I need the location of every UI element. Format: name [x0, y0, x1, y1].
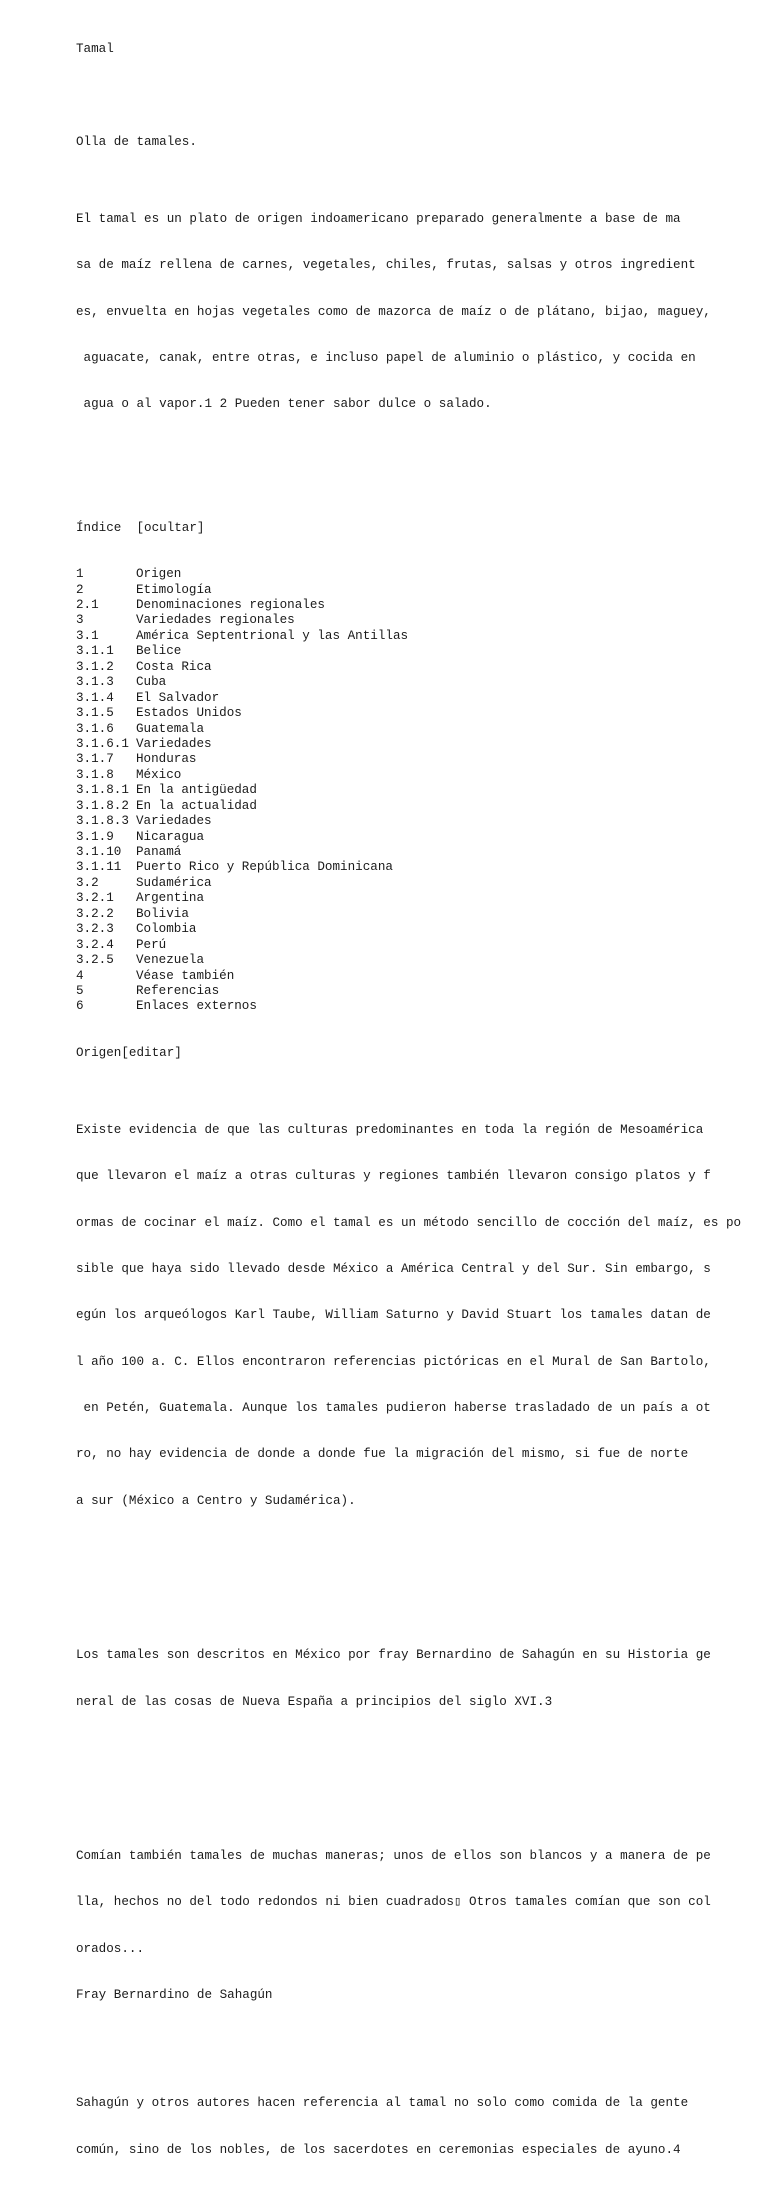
toc-item[interactable] [76, 891, 756, 906]
toc-item-number: 3.1.8.1 [76, 783, 129, 798]
toc-item-number: 3.1.3 [76, 675, 114, 690]
toc-item-number: 3.2 [76, 875, 99, 890]
toc-item-label: Referencias [136, 983, 220, 998]
toc-item[interactable] [76, 783, 756, 798]
toc-item-number: 2.1 [76, 598, 99, 613]
paragraph-line: Existe evidencia de que las culturas predominantes en toda la región de Mesoamérica [76, 1123, 704, 1137]
toc-item-label: Variedades [136, 736, 212, 751]
image-caption: Olla de tamales. [76, 134, 197, 149]
toc-item-label: Estados Unidos [136, 706, 242, 721]
toc-item-number: 3.1.8.2 [76, 798, 129, 813]
toc-item-label: Nicaragua [136, 829, 205, 844]
toc-item-number: 3.2.1 [76, 891, 114, 906]
toc-item[interactable] [76, 722, 756, 737]
toc-item-label: México [136, 767, 182, 782]
toc-item-label: Etimología [136, 582, 212, 597]
paragraph-line: ormas de cocinar el maíz. Como el tamal es un método sencillo de cocción del maíz, es po [76, 1215, 742, 1230]
toc-item[interactable] [76, 675, 756, 690]
toc-item[interactable] [76, 922, 756, 937]
page-title: Tamal [76, 41, 114, 56]
toc-item[interactable] [76, 768, 756, 783]
intro-line: es, envuelta en hojas vegetales como de mazorca de maíz o de plátano, bijao, maguey, [76, 304, 711, 319]
toc-item-label: Argentina [136, 891, 205, 906]
toc-item-label: Denominaciones regionales [136, 598, 325, 613]
toc-item-label: Colombia [136, 922, 197, 937]
paragraph-line: en Petén, Guatemala. Aunque los tamales pudieron haberse trasladado de un país a ot [76, 1401, 711, 1416]
toc-item-number: 3.1.1 [76, 644, 114, 659]
toc-item[interactable] [76, 660, 756, 675]
toc-item-number: 3.1 [76, 628, 99, 643]
toc-item-label: Sudamérica [136, 875, 212, 890]
toc-item-label: Véase también [136, 968, 235, 983]
toc-item-label: Bolivia [136, 906, 189, 921]
table-of-contents [76, 567, 756, 1015]
toc-item[interactable] [76, 953, 756, 968]
toc-item-number: 1 [76, 567, 84, 582]
toc-item-number: 3.1.4 [76, 690, 114, 705]
paragraph-line: Sahagún y otros autores hacen referencia al tamal no solo como comida de la gente [76, 2096, 689, 2111]
paragraph-line: egún los arqueólogos Karl Taube, William Saturno y David Stuart los tamales datan de [76, 1308, 711, 1323]
toc-item-number: 3.2.4 [76, 937, 114, 952]
toc-item-label: El Salvador [136, 690, 220, 705]
toc-item-number: 3.1.8.3 [76, 814, 129, 829]
toc-item[interactable] [76, 752, 756, 767]
toc-item-label: Guatemala [136, 721, 205, 736]
intro-line: agua o al vapor.1 2 Pueden tener sabor dulce o salado. [76, 397, 492, 412]
quote-author: Fray Bernardino de Sahagún [76, 1988, 273, 2003]
toc-item-number: 3.1.7 [76, 752, 114, 767]
origen-paragraph-1 [76, 1092, 756, 1540]
toc-item-number: 6 [76, 999, 84, 1014]
toc-item-number: 3.1.2 [76, 659, 114, 674]
spacer [76, 1772, 756, 1787]
paragraph-line: neral de las cosas de Nueva España a principios del siglo XVI.3 [76, 1694, 553, 1709]
toc-item[interactable] [76, 876, 756, 891]
toc-item-number: 3 [76, 613, 84, 628]
toc-item-number: 3.1.6 [76, 721, 114, 736]
toc-item-number: 3.1.11 [76, 860, 122, 875]
toc-item[interactable] [76, 984, 756, 999]
toc-item-label: Belice [136, 644, 182, 659]
paragraph-line: que llevaron el maíz a otras culturas y regiones también llevaron consigo platos y f [76, 1169, 711, 1184]
quote-block [76, 1818, 756, 2034]
toc-item-label: Panamá [136, 845, 182, 860]
intro-line: El tamal es un plato de origen indoamericano preparado generalmente a base de ma [76, 211, 681, 226]
paragraph-line: l año 100 a. C. Ellos encontraron referencias pictóricas en el Mural de San Bartolo, [76, 1354, 711, 1369]
paragraph-line: común, sino de los nobles, de los sacerdotes en ceremonias especiales de ayuno.4 [76, 2142, 681, 2157]
spacer [76, 1571, 756, 1586]
toc-item[interactable] [76, 567, 756, 582]
toc-item[interactable] [76, 830, 756, 845]
toc-item-number: 3.1.8 [76, 767, 114, 782]
toc-item-label: Honduras [136, 752, 197, 767]
toc-item[interactable] [76, 938, 756, 953]
toc-item-label: América Septentrional y las Antillas [136, 628, 409, 643]
intro-line: aguacate, canak, entre otras, e incluso papel de aluminio o plástico, y cocida en [76, 350, 696, 365]
toc-heading[interactable]: Índice [ocultar] [76, 520, 205, 535]
toc-item-label: Puerto Rico y República Dominicana [136, 860, 393, 875]
toc-item-label: Variedades [136, 814, 212, 829]
paragraph-line: a sur (México a Centro y Sudamérica). [76, 1493, 356, 1508]
toc-item[interactable] [76, 629, 756, 644]
toc-item-label: En la actualidad [136, 798, 257, 813]
toc-item-label: Variedades regionales [136, 613, 295, 628]
quote-line: orados... [76, 1941, 145, 1956]
toc-item-label: Costa Rica [136, 659, 212, 674]
toc-item-number: 4 [76, 968, 84, 983]
intro-line: sa de maíz rellena de carnes, vegetales, chiles, frutas, salsas y otros ingredient [76, 258, 696, 273]
document-page [76, 11, 756, 2204]
toc-item-label: Origen [136, 567, 182, 582]
toc-item-number: 3.1.5 [76, 706, 114, 721]
toc-item-number: 3.1.6.1 [76, 736, 129, 751]
toc-item[interactable] [76, 814, 756, 829]
toc-item-number: 2 [76, 582, 84, 597]
origen-paragraph-3 [76, 2065, 756, 2189]
toc-item[interactable] [76, 845, 756, 860]
spacer [76, 88, 756, 103]
toc-item-label: Enlaces externos [136, 999, 257, 1014]
toc-item[interactable] [76, 999, 756, 1014]
toc-item[interactable] [76, 969, 756, 984]
quote-line: Comían también tamales de muchas maneras; unos de ellos son blancos y a manera de pe [76, 1849, 711, 1864]
paragraph-line: sible que haya sido llevado desde México a América Central y del Sur. Sin embargo, s [76, 1262, 711, 1277]
section-heading-origen[interactable]: Origen[editar] [76, 1045, 182, 1060]
toc-item[interactable] [76, 691, 756, 706]
toc-item-label: Venezuela [136, 953, 205, 968]
toc-item[interactable] [76, 706, 756, 721]
toc-item[interactable] [76, 860, 756, 875]
paragraph-line: ro, no hay evidencia de donde a donde fue la migración del mismo, si fue de norte [76, 1447, 689, 1462]
toc-item[interactable] [76, 799, 756, 814]
toc-item-number: 3.2.5 [76, 953, 114, 968]
toc-item[interactable] [76, 737, 756, 752]
paragraph-line: Los tamales son descritos en México por fray Bernardino de Sahagún en su Historia ge [76, 1648, 711, 1663]
toc-item-label: Perú [136, 937, 167, 952]
quote-line: lla, hechos no del todo redondos ni bien cuadrados▯ Otros tamales comían que son col [76, 1895, 711, 1910]
toc-item-number: 3.1.9 [76, 829, 114, 844]
toc-item[interactable] [76, 644, 756, 659]
toc-item-label: En la antigüedad [136, 783, 257, 798]
toc-item[interactable] [76, 907, 756, 922]
toc-item[interactable] [76, 598, 756, 613]
spacer [76, 474, 756, 489]
toc-item-number: 3.1.10 [76, 845, 122, 860]
toc-item[interactable] [76, 613, 756, 628]
origen-paragraph-2 [76, 1617, 756, 1741]
toc-item-number: 5 [76, 983, 84, 998]
toc-item-label: Cuba [136, 675, 167, 690]
toc-item-number: 3.2.2 [76, 906, 114, 921]
intro-paragraph [76, 181, 756, 444]
toc-item[interactable] [76, 583, 756, 598]
toc-item-number: 3.2.3 [76, 922, 114, 937]
